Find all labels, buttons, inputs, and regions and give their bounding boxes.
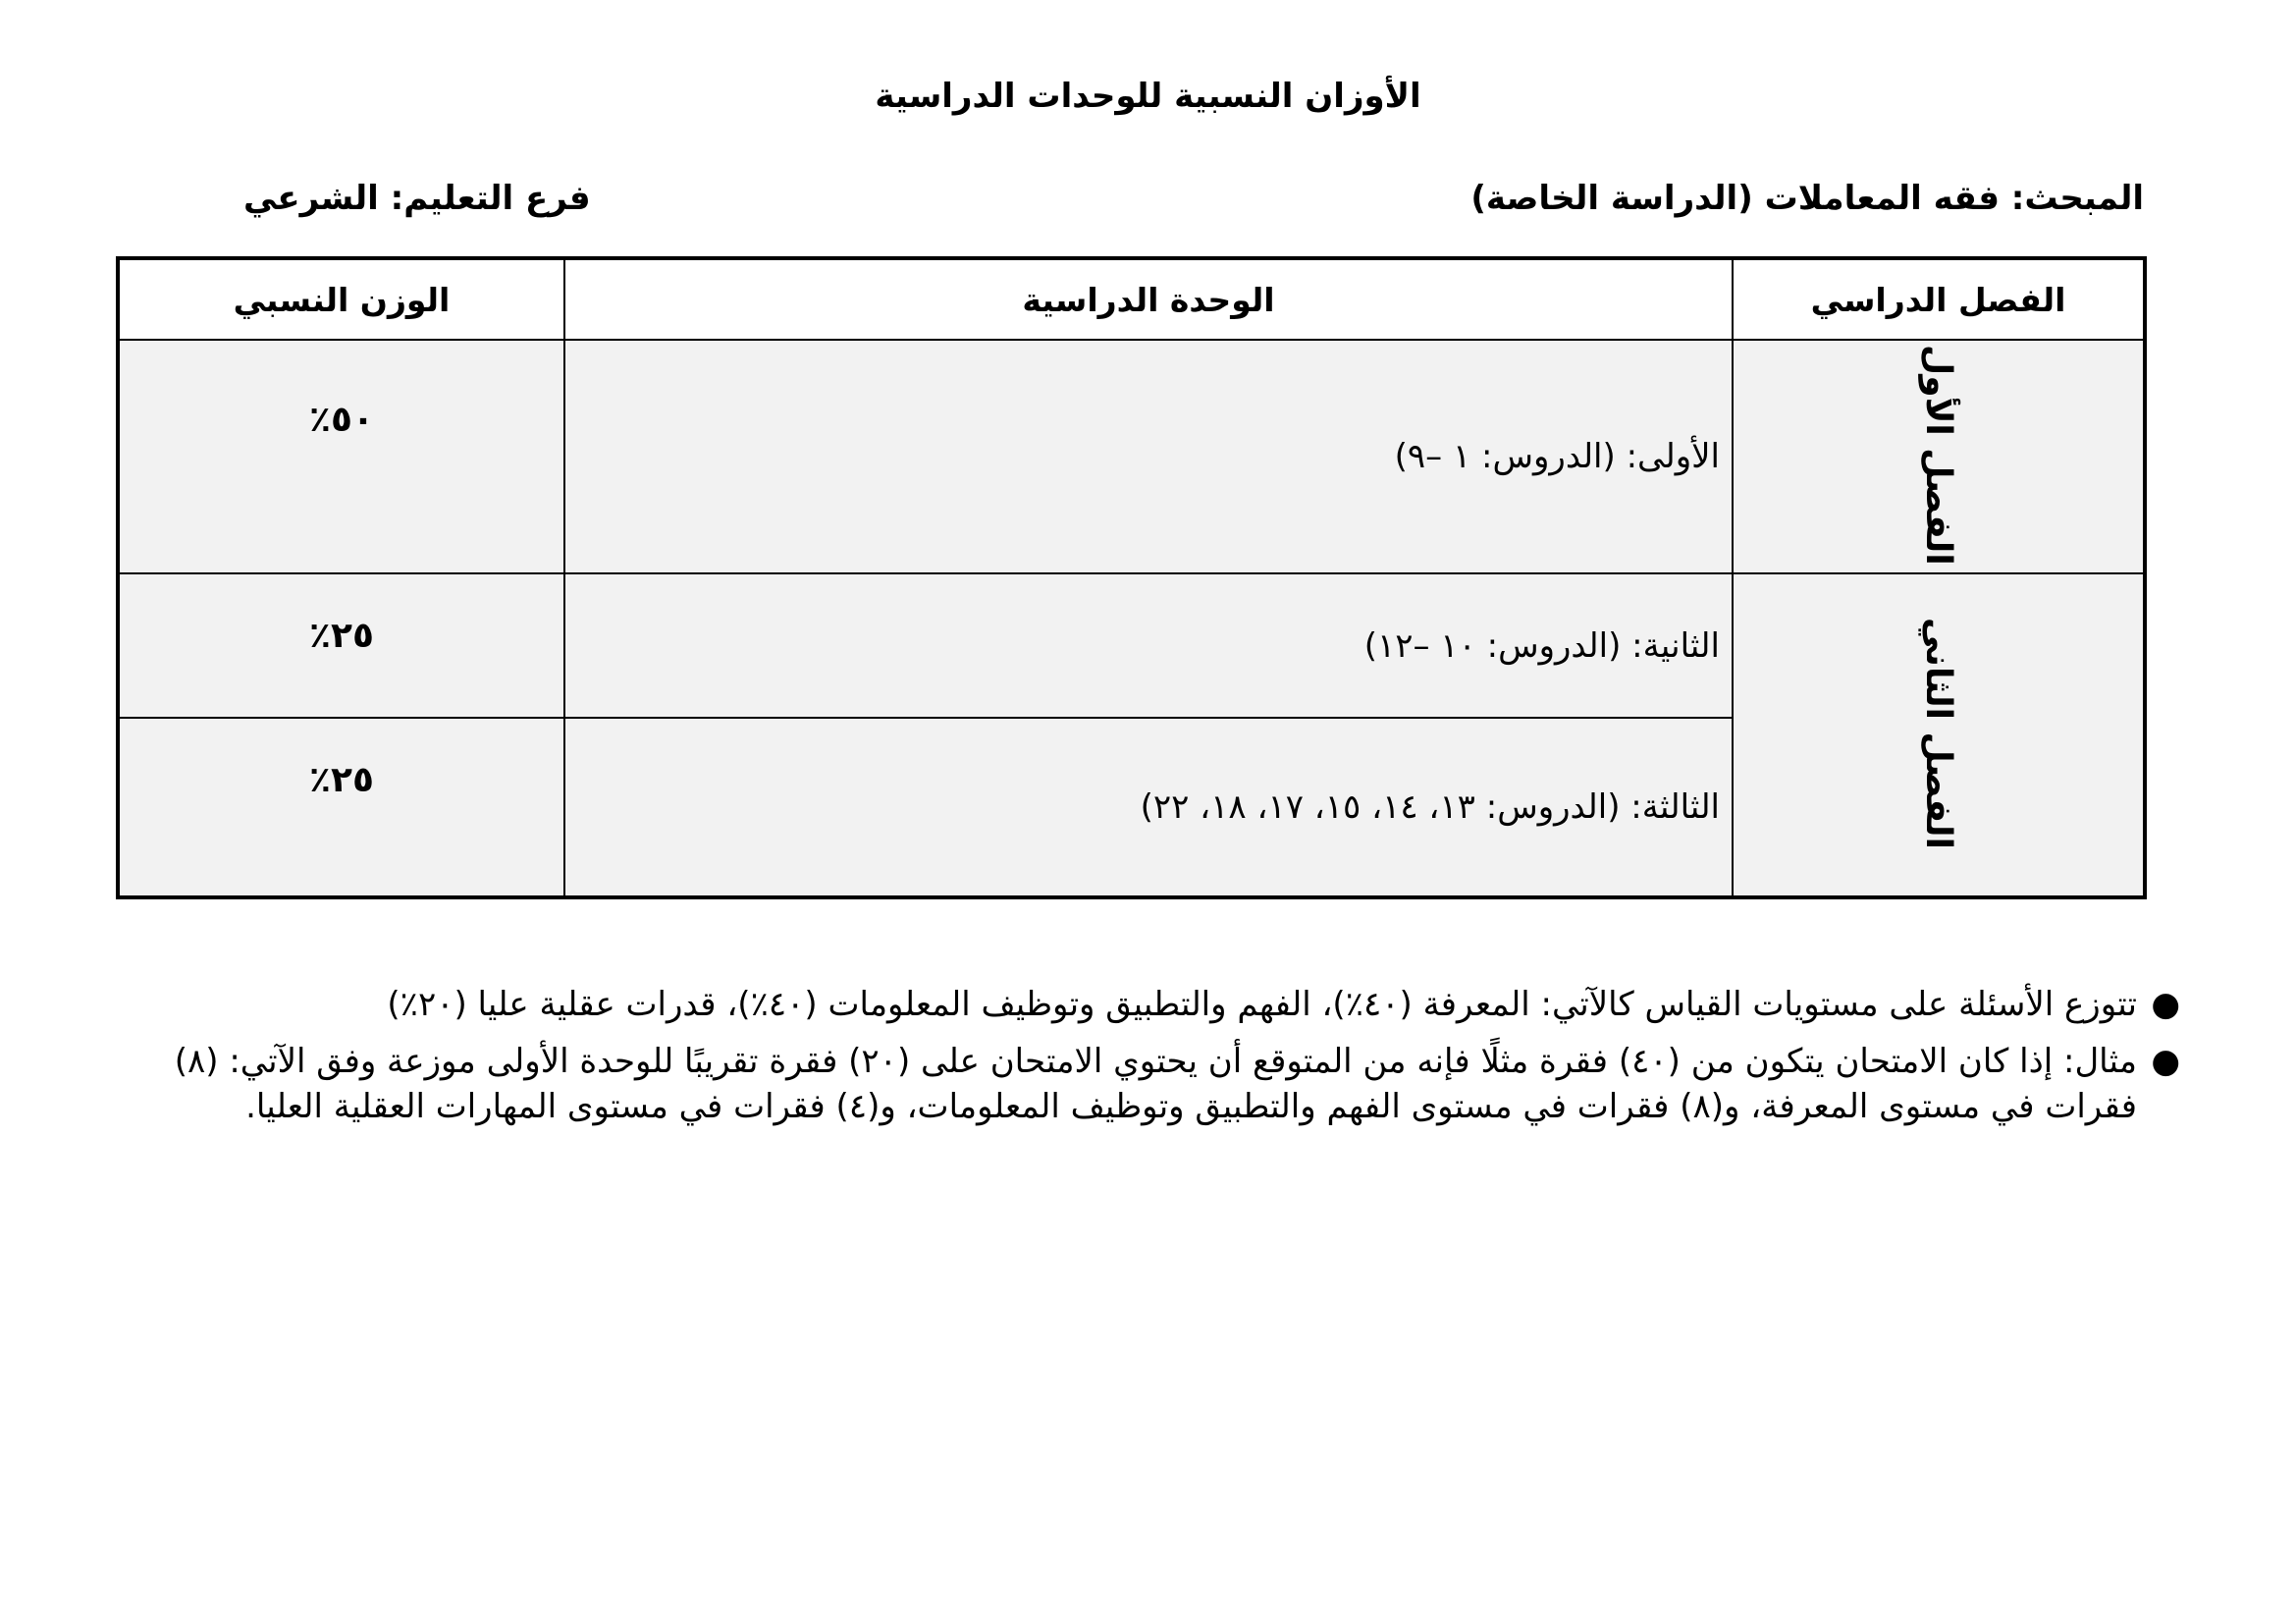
weight-cell: ٢٥٪ <box>118 718 564 897</box>
list-item <box>147 982 2180 1027</box>
subject-label: المبحث: فقه المعاملات (الدراسة الخاصة) <box>1470 179 2144 218</box>
term-cell-second <box>1733 573 2145 897</box>
table-row <box>118 573 2145 718</box>
term-label-first: الفصل الأول <box>1918 344 1958 566</box>
header-unit: الوحدة الدراسية <box>564 258 1733 340</box>
branch-label: فرع التعليم: الشرعي <box>243 179 591 218</box>
bullet-icon: ● <box>2151 985 2180 1024</box>
header-term: الفصل الدراسي <box>1733 258 2145 340</box>
notes-list <box>147 982 2180 1141</box>
note-text: تتوزع الأسئلة على مستويات القياس كالآتي: المعرفة (٤٠٪)، الفهم والتطبيق وتوظيف المعلومات (٤٠٪)، قدرات عقلية عليا (٢٠٪) <box>387 985 2137 1024</box>
note-text: مثال: إذا كان الامتحان يتكون من (٤٠) فقرة مثلًا فإنه من المتوقع أن يحتوي الامتحان على (٢٠) فقرة تقريبًا للوحدة الأولى موزعة وفق الآتي: (٨) فقرات في مستوى المعرفة، و(٨) فقرات في مستوى الفهم والتطبيق وتوظيف المعلومات، و(٤) فقرات في مستوى المهارات العقلية العليا. <box>174 1042 2137 1126</box>
term-cell-first <box>1733 340 2145 573</box>
unit-cell: الثالثة: (الدروس: ١٣، ١٤، ١٥، ١٧، ١٨، ٢٢) <box>564 718 1733 897</box>
bullet-icon: ● <box>2151 1042 2180 1081</box>
header-weight: الوزن النسبي <box>118 258 564 340</box>
term-label-second: الفصل الثاني <box>1918 617 1958 849</box>
page-title: الأوزان النسبية للوحدات الدراسية <box>875 77 1421 116</box>
unit-cell: الثانية: (الدروس: ١٠ –١٢) <box>564 573 1733 718</box>
weights-table <box>116 256 2147 899</box>
unit-cell: الأولى: (الدروس: ١ –٩) <box>564 340 1733 573</box>
table-header-row <box>118 258 2145 340</box>
weight-cell: ٢٥٪ <box>118 573 564 718</box>
table-row <box>118 340 2145 573</box>
list-item <box>147 1039 2180 1129</box>
weight-cell: ٥٠٪ <box>118 340 564 573</box>
